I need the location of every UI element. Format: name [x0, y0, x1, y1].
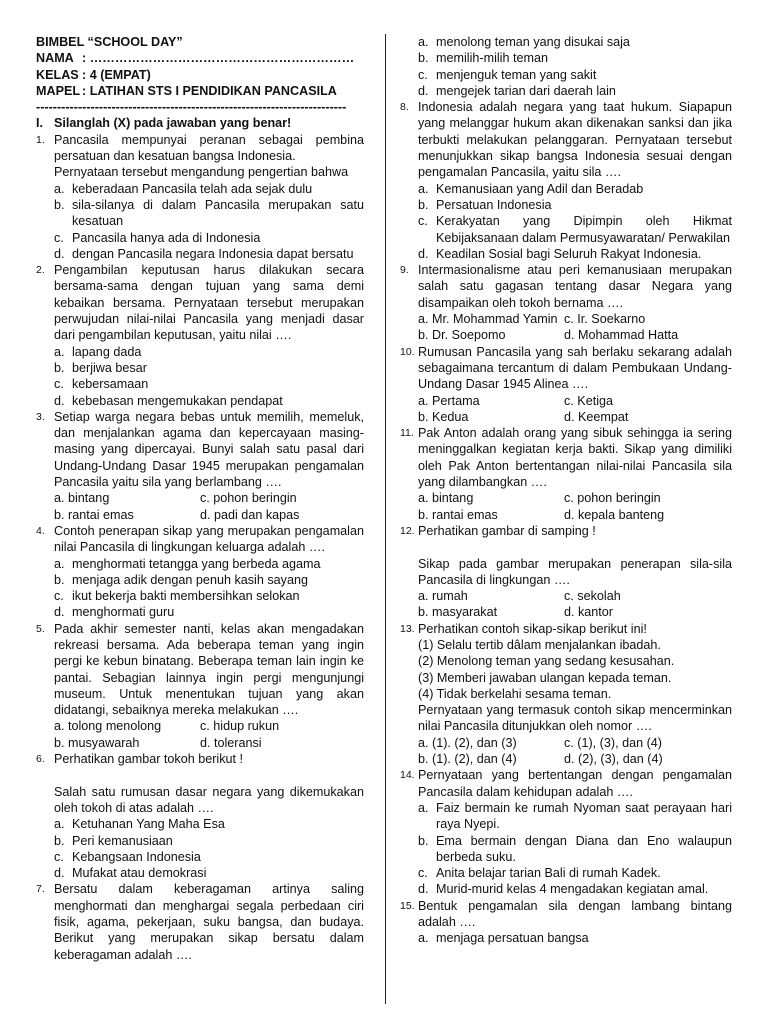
q3-option-c[interactable]: c. pohon beringin [200, 491, 297, 506]
q1-option-b[interactable]: b. sila-silanya di dalam Pancasila merupakan satu kesatuan [54, 197, 364, 229]
q4-option-a[interactable]: a. menghormati tetangga yang berbeda agama [54, 556, 321, 571]
q5-option-a[interactable]: a. tolong menolong [54, 719, 162, 734]
image-placeholder [36, 767, 364, 783]
q12-option-a[interactable]: a. rumah [418, 589, 468, 604]
header-title: BIMBEL “SCHOOL DAY” [36, 35, 183, 49]
q3-options-row-2 [36, 507, 364, 523]
q13-options-row-1 [400, 735, 732, 751]
question-7: 7. Bersatu dalam keberagaman artinya saling menghormati dan menghargai segala perbedaan ciri fisik, agama, pekerjaan, suku bangsa, dan budaya. Berikut yang merupakan sikap bersatu dalam keberagaman adalah …. [36, 882, 364, 962]
question-14: 14. Pernyataan yang bertentangan dengan pengamalan Pancasila dalam kehidupan adalah …. [400, 768, 732, 799]
q8-option-a[interactable]: a. Kemanusiaan yang Adil dan Beradab [418, 181, 644, 196]
q14-option-d[interactable]: d. Murid-murid kelas 4 mengadakan kegiatan amal. [418, 882, 709, 897]
image-placeholder [400, 539, 732, 555]
q6-option-d[interactable]: d. Mufakat atau demokrasi [54, 866, 207, 881]
q3-option-d[interactable]: d. padi dan kapas [200, 507, 300, 522]
q9-option-d[interactable]: d. Mohammad Hatta [564, 328, 679, 343]
q12-option-d[interactable]: d. kantor [564, 605, 614, 620]
q13-option-b[interactable]: b. (1). (2), dan (4) [418, 752, 517, 767]
q7-option-a[interactable]: a. menolong teman yang disukai saja [418, 35, 630, 49]
question-12: 12. Perhatikan gambar di samping ! [400, 523, 596, 538]
q10-option-d[interactable]: d. Keempat [564, 409, 629, 424]
q13-statement-3: (3) Memberi jawaban ulangan kepada teman. [418, 670, 672, 685]
question-11: 11. Pak Anton adalah orang yang sibuk sehingga ia sering meninggalkan kegiatan kerja bakti. Sikap yang dimiliki oleh Pak Anton bertentangan nilai-nilai Pancasila sila yang dilambangkan …. [400, 426, 732, 490]
question-8: 8. Indonesia adalah negara yang taat hukum. Siapapun yang melanggar hukum akan dikenakan sanksi dan jika terbukti melakukan pelanggaran. Pernyataan tersebut menunjukkan sikap bangsa Indonesia sesuai dengan pengamalan Pancasila, yaitu sila …. [400, 100, 732, 180]
q2-option-c[interactable]: c. kebersamaan [54, 377, 149, 392]
header-nama: NAMA : ……………………………………………………… [36, 51, 355, 66]
column-divider [385, 34, 386, 1004]
question-3: 3. Setiap warga negara bebas untuk memilih, memeluk, dan menjalankan agama dan kepercayaan masing-masing yang dipercayai. Bunyi salah satu pasal dari Undang-Undang Dasar 1945 merupakan pengamalan Pancasila yaitu sila yang berlambang …. [36, 409, 364, 490]
q6-option-a[interactable]: a. Ketuhanan Yang Maha Esa [54, 817, 225, 832]
q7-option-c[interactable]: c. menjenguk teman yang sakit [418, 67, 597, 82]
question-13: 13. Perhatikan contoh sikap-sikap berikut ini! [400, 621, 647, 636]
q13-statement-2: (2) Menolong teman yang sedang kesusahan. [418, 654, 675, 669]
question-10: 10. Rumusan Pancasila yang sah berlaku sekarang adalah sebagaimana tercantum di dalam Pembukaan Undang-Undang Dasar 1945 Alinea …. [400, 344, 732, 392]
q11-option-c[interactable]: c. pohon beringin [564, 491, 661, 506]
q13-option-c[interactable]: c. (1), (3), dan (4) [564, 735, 662, 750]
q6-option-b[interactable]: b. Peri kemanusiaan [54, 833, 173, 848]
q4-option-b[interactable]: b. menjaga adik dengan penuh kasih sayang [54, 572, 308, 587]
question-5: 5. Pada akhir semester nanti, kelas akan mengadakan rekreasi bersama. Ada beberapa teman yang ingin pergi ke kebun binatang. Beberapa teman lain ingin ke pantai. Sebagian lainnya ingin pergi mengunjungi museum. Untuk menentukan tujuan yang akan didatangi, sebaiknya mereka melakukan …. [36, 621, 364, 718]
q9-options-row-1 [400, 311, 732, 327]
q5-option-b[interactable]: b. musyawarah [54, 735, 140, 750]
right-column [400, 34, 732, 947]
q2-option-d[interactable]: d. kebebasan mengemukakan pendapat [54, 393, 283, 408]
q3-options-row-1 [36, 490, 364, 506]
q13-option-a[interactable]: a. (1). (2), dan (3) [418, 735, 517, 750]
q13-option-d[interactable]: d. (2), (3), dan (4) [564, 752, 663, 767]
question-13-stem: Pernyataan yang termasuk contoh sikap mencerminkan nilai Pancasila ditunjukkan oleh nomor …. [418, 703, 732, 734]
q12-options-row-1 [400, 588, 732, 604]
q5-options-row-2 [36, 735, 364, 751]
question-1: 1. Pancasila mempunyai peranan sebagai pembina persatuan dan kesatuan bangsa Indonesia. Pernyataan tersebut mengandung pengertian bahwa [36, 132, 364, 180]
q8-option-b[interactable]: b. Persatuan Indonesia [418, 197, 552, 212]
q10-option-c[interactable]: c. Ketiga [564, 393, 614, 408]
q4-option-d[interactable]: d. menghormati guru [54, 605, 175, 620]
section-instruction: I. Silanglah (X) pada jawaban yang benar! [36, 116, 292, 131]
q12-option-b[interactable]: b. masyarakat [418, 605, 498, 620]
q14-option-a[interactable]: a. Faiz bermain ke rumah Nyoman saat perayaan hari raya Nyepi. [418, 800, 732, 832]
q13-statement-1: (1) Selalu tertib dâlam menjalankan ibadah. [418, 637, 661, 652]
q8-option-c[interactable]: c. Kerakyatan yang Dipimpin oleh Hikmat Kebijaksanaan dalam Permusyawaratan/ Perwakilan [418, 214, 732, 245]
header-kelas: KELAS : 4 (EMPAT) [36, 67, 151, 82]
q1-option-a[interactable]: a. keberadaan Pancasila telah ada sejak dulu [54, 181, 313, 196]
q10-options-row-2 [400, 409, 732, 425]
header-mapel: MAPEL : LATIHAN STS I PENDIDIKAN PANCASILA [36, 83, 337, 98]
q1-option-c[interactable]: c. Pancasila hanya ada di Indonesia [54, 230, 261, 245]
q1-option-d[interactable]: d. dengan Pancasila negara Indonesia dapat bersatu [54, 246, 354, 261]
question-12-stem: Sikap pada gambar merupakan penerapan sila-sila Pancasila di lingkungan …. [418, 556, 732, 587]
q8-option-d[interactable]: d. Keadilan Sosial bagi Seluruh Rakyat Indonesia. [418, 246, 702, 261]
q14-option-c[interactable]: c. Anita belajar tarian Bali di rumah Kadek. [418, 866, 661, 881]
q4-option-c[interactable]: c. ikut bekerja bakti membersihkan selokan [54, 589, 300, 604]
q2-option-a[interactable]: a. lapang dada [54, 344, 142, 359]
q2-option-b[interactable]: b. berjiwa besar [54, 360, 147, 375]
left-column [36, 34, 364, 963]
question-4: 4. Contoh penerapan sikap yang merupakan pengamalan nilai Pancasila di lingkungan keluarga adalah …. [36, 523, 364, 555]
q7-option-b[interactable]: b. memilih-milih teman [418, 51, 548, 66]
q9-option-a[interactable]: a. Mr. Mohammad Yamin [418, 312, 558, 327]
q5-option-c[interactable]: c. hidup rukun [200, 719, 280, 734]
q11-option-b[interactable]: b. rantai emas [418, 507, 498, 522]
question-9: 9. Intermasionalisme atau peri kemanusiaan merupakan salah satu gagasan tentang dasar Negara yang disampaikan oleh tokoh bernama …. [400, 263, 732, 310]
q7-option-d[interactable]: d. mengejek tarian dari daerah lain [418, 83, 616, 98]
q9-option-b[interactable]: b. Dr. Soepomo [418, 328, 506, 343]
q9-options-row-2 [400, 327, 732, 343]
q3-option-b[interactable]: b. rantai emas [54, 507, 134, 522]
q14-option-b[interactable]: b. Ema bermain dengan Diana dan Eno walaupun berbeda suku. [418, 833, 732, 864]
question-6: 6. Perhatikan gambar tokoh berikut ! [36, 752, 244, 767]
q13-statement-4: (4) Tidak berkelahi sesama teman. [418, 686, 612, 701]
q11-option-a[interactable]: a. bintang [418, 491, 474, 506]
q5-option-d[interactable]: d. toleransi [200, 735, 262, 750]
q9-option-c[interactable]: c. Ir. Soekarno [564, 312, 646, 327]
q12-option-c[interactable]: c. sekolah [564, 589, 621, 604]
q10-option-a[interactable]: a. Pertama [418, 393, 480, 408]
question-6-stem: Salah satu rumusan dasar negara yang dikemukakan oleh tokoh di atas adalah …. [54, 784, 364, 815]
q10-options-row-1 [400, 393, 732, 409]
q6-option-c[interactable]: c. Kebangsaan Indonesia [54, 849, 201, 864]
header-divider: -------------------------------------------------------------------------- [36, 100, 347, 115]
q11-option-d[interactable]: d. kepala banteng [564, 507, 665, 522]
question-2: 2. Pengambilan keputusan harus dilakukan secara bersama-sama dengan tujuan yang sama demi kebaikan bersama. Pernyataan tersebut merupakan perwujudan nilai-nilai Pancasila yang menjadi dasar dari pengambilan keputusan, yaitu nilai …. [36, 263, 364, 343]
q11-options-row-2 [400, 507, 732, 523]
question-15: 15. Bentuk pengamalan sila dengan lambang bintang adalah …. [400, 898, 732, 930]
q15-option-a[interactable]: a. menjaga persatuan bangsa [418, 931, 589, 946]
q3-option-a[interactable]: a. bintang [54, 491, 110, 506]
q13-options-row-2 [400, 751, 732, 767]
q12-options-row-2 [400, 604, 732, 620]
q11-options-row-1 [400, 490, 732, 506]
q5-options-row-1 [36, 718, 364, 734]
q10-option-b[interactable]: b. Kedua [418, 409, 469, 424]
